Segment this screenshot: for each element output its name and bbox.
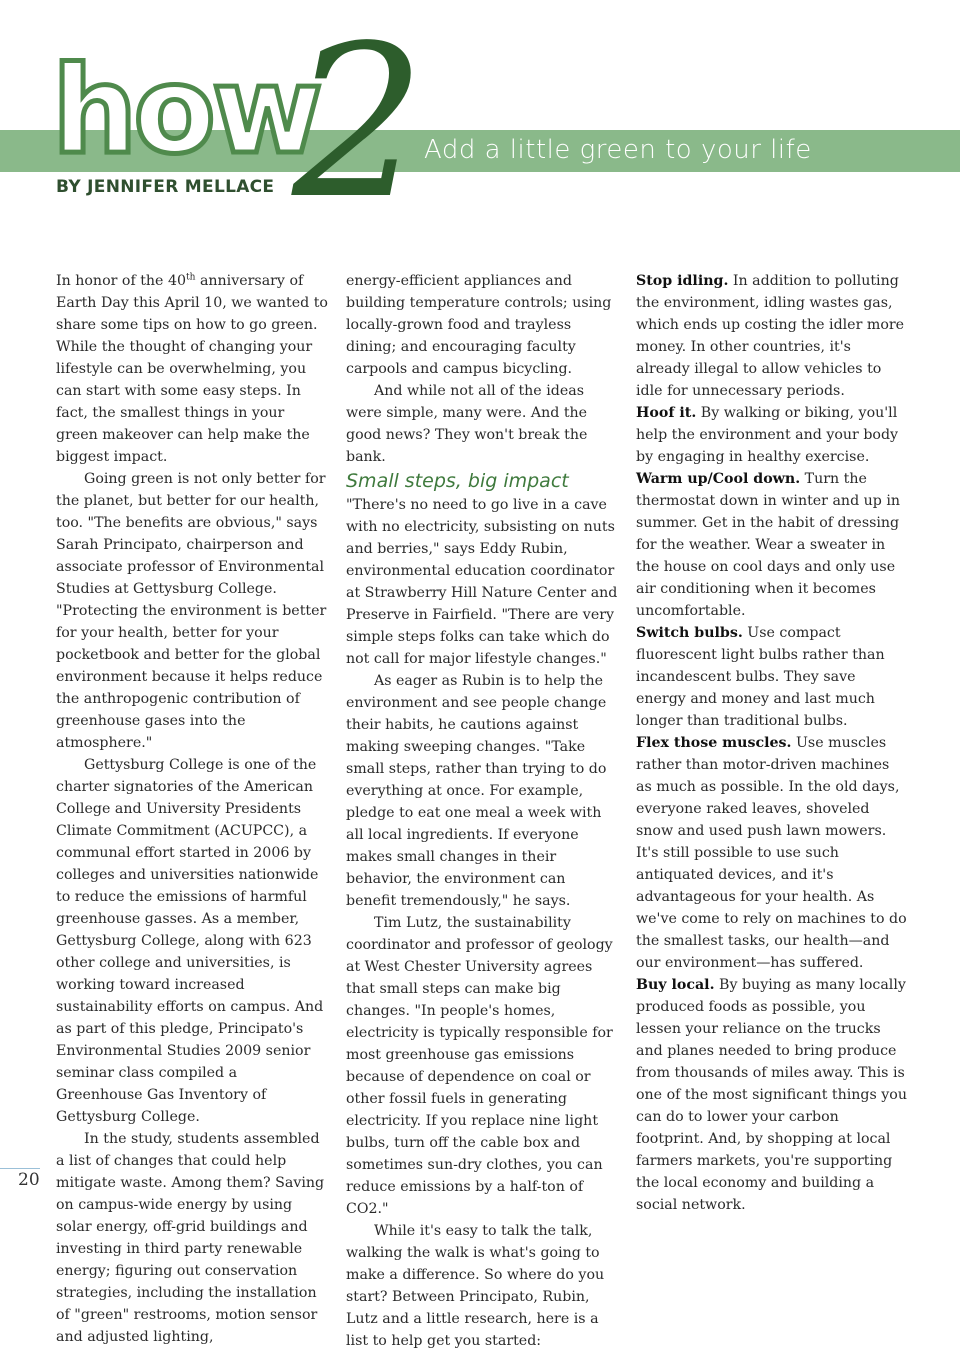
paragraph: While it's easy to talk the talk, walking the walk is what's going to make a difference. So where do you start? Between Principato, Rubin, Lutz and a little research, here is a list to help get you started: [346, 1223, 605, 1349]
byline: BY JENNIFER MELLACE [56, 177, 275, 197]
page-number: 20 [18, 1170, 40, 1190]
paragraph: "There's no need to go live in a cave with no electricity, subsisting on nuts and berries," says Eddy Rubin, environmental education coordinator at Strawberry Hill Nature Center and Preserve in Fairfield. "There are very simple steps folks can take which do not call for major lifestyle changes." [346, 497, 618, 667]
paragraph: Going green is not only better for the planet, but better for our health, too. "The benefits are obvious," says Sarah Principato, chairperson and associate professor of Environmental Studies at Gettysburg College. "Protecting the environment is better for your health, better for your pocketbook and better for the global environment because it helps reduce the anthropogenic contribution of greenhouse gases into the atmosphere." [56, 471, 327, 751]
paragraph: Tim Lutz, the sustainability coordinator and professor of geology at West Chester University agrees that small steps can make big changes. "In people's homes, electricity is typically responsible for most greenhouse gas emissions because of dependence on coal or other fossil fuels in generating electricity. If you replace nine light bulbs, turn off the cable box and sometimes sun-dry clothes, you can reduce emissions by a half-ton of CO2." [346, 915, 613, 1217]
tip-flex-muscles: Flex those muscles. Use muscles rather than motor-driven machines as much as possible. In the old days, everyone raked leaves, shoveled snow and used push lawn mowers. It's still possible to use such antiquated devices, and it's advantageous for your health. As we've come to rely on machines to do the smallest tasks, our health—and our environment—has suffered. [636, 735, 907, 971]
tip-switch-bulbs: Switch bulbs. Use compact fluorescent light bulbs rather than incandescent bulbs. They save energy and money and last much longer than traditional bulbs. [636, 625, 885, 729]
column-2 [346, 270, 618, 1352]
column-3-tips [636, 270, 908, 1216]
tip-hoof-it: Hoof it. By walking or biking, you'll help the environment and your body by engaging in healthy exercise. [636, 405, 899, 465]
logo-number-two: 2 [292, 0, 426, 245]
section-subhead: Small steps, big impact [346, 470, 569, 492]
logo-word-how: how [52, 42, 319, 181]
tip-warm-up-cool-down: Warm up/Cool down. Turn the thermostat down in winter and up in summer. Get in the habit of dressing for the weather. Wear a sweater in the house on cool days and only use air conditioning when it becomes uncomfortable. [636, 471, 901, 619]
paragraph: energy-efficient appliances and building temperature controls; using locally-grown food and trayless dining; and encouraging faculty carpools and campus bicycling. [346, 273, 612, 377]
tagline: Add a little green to your life [424, 135, 812, 165]
paragraph: In the study, students assembled a list of changes that could help mitigate waste. Among them? Saving on campus-wide energy by using solar energy, off-grid buildings and investing in third party renewable energy; figuring out conservation strategies, including the installation of "green" restrooms, motion sensor and adjusted lighting, [56, 1131, 325, 1345]
tip-stop-idling: Stop idling. In addition to polluting the environment, idling wastes gas, which ends up costing the idler more money. In other countries, it's already illegal to allow vehicles to idle for unnecessary periods. [636, 273, 905, 399]
paragraph: As eager as Rubin is to help the environment and see people change their habits, he cautions against making sweeping changes. "Take small steps, rather than trying to do everything at once. For example, pledge to eat one meal a week with all local ingredients. If everyone makes small changes in their behavior, the environment can benefit tremendously," he says. [346, 673, 607, 909]
paragraph-intro: In honor of the 40th anniversary of Earth Day this April 10, we wanted to share some tips on how to go green. While the thought of changing your lifestyle can be overwhelming, you can start with some easy steps. In fact, the smallest things in your green makeover can help make the biggest impact. [56, 272, 328, 465]
column-1 [56, 270, 328, 1348]
tip-buy-local: Buy local. By buying as many locally produced foods as possible, you lessen your reliance on the trucks and planes needed to bring produce from thousands of miles away. This is one of the most significant things you can do to lower your carbon footprint. And, by shopping at local farmers markets, you're supporting the local economy and building a social network. [636, 977, 907, 1213]
paragraph: And while not all of the ideas were simple, many were. And the good news? They won't break the bank. [346, 383, 588, 465]
paragraph: Gettysburg College is one of the charter signatories of the American College and University Presidents Climate Commitment (ACUPCC), a communal effort started in 2006 by colleges and universities nationwide to reduce the emissions of harmful greenhouse gasses. As a member, Gettysburg College, along with 623 other college and universities, is working toward increased sustainability efforts on campus. And as part of this pledge, Principato's Environmental Studies 2009 senior seminar class compiled a Greenhouse Gas Inventory of Gettysburg College. [56, 757, 324, 1125]
page-number-rule [0, 1168, 40, 1169]
